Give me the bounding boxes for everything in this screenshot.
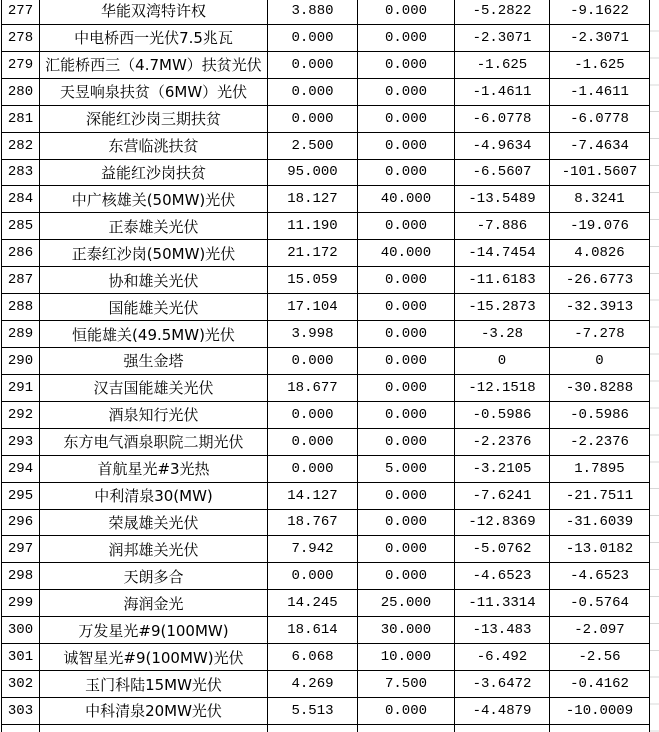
- unit-name-cell[interactable]: 天昱响泉扶贫（6MW）光伏: [40, 78, 268, 105]
- unit-name-cell[interactable]: 恒能雄关(49.5MW)光伏: [40, 321, 268, 348]
- row-number-cell[interactable]: 285: [2, 213, 40, 240]
- unit-name-cell[interactable]: 荣晟雄关光伏: [40, 509, 268, 536]
- value-cell-4[interactable]: -7.4634: [550, 132, 650, 159]
- table-row: [2, 428, 650, 455]
- value-cell-3[interactable]: -3.2105: [455, 455, 550, 482]
- value-cell-3[interactable]: -5.0762: [455, 536, 550, 563]
- table-row: [2, 671, 650, 698]
- value-cell-1[interactable]: 0.000: [268, 24, 358, 51]
- value-cell-1[interactable]: 0.000: [268, 401, 358, 428]
- unit-name-cell[interactable]: 正泰红沙岗(50MW)光伏: [40, 240, 268, 267]
- unit-name-cell[interactable]: 中科清泉20MW光伏: [40, 697, 268, 724]
- row-number-cell[interactable]: 286: [2, 240, 40, 267]
- unit-name-cell[interactable]: 汇能桥西三（4.7MW）扶贫光伏: [40, 51, 268, 78]
- table-row: [2, 132, 650, 159]
- value-cell-4[interactable]: -9.1622: [550, 0, 650, 24]
- value-cell-1[interactable]: 0.000: [268, 78, 358, 105]
- unit-name-cell[interactable]: 中利清泉30(MW): [40, 482, 268, 509]
- value-cell-2[interactable]: 0.000: [358, 428, 455, 455]
- value-cell-4[interactable]: -10.0009: [550, 697, 650, 724]
- value-cell-2[interactable]: 25.000: [358, 590, 455, 617]
- unit-name-cell[interactable]: 正泰雄关光伏: [40, 213, 268, 240]
- unit-name-cell[interactable]: [40, 724, 268, 732]
- row-number-cell[interactable]: 299: [2, 590, 40, 617]
- table-row: [2, 213, 650, 240]
- row-number-cell[interactable]: 288: [2, 294, 40, 321]
- value-cell-2[interactable]: 0.000: [358, 401, 455, 428]
- unit-name-cell[interactable]: 中电桥西一光伏7.5兆瓦: [40, 24, 268, 51]
- row-number-cell[interactable]: 301: [2, 644, 40, 671]
- value-cell-3[interactable]: -13.483: [455, 617, 550, 644]
- value-cell-2[interactable]: 40.000: [358, 186, 455, 213]
- value-cell-2[interactable]: 0.000: [358, 697, 455, 724]
- value-cell-1[interactable]: 18.677: [268, 374, 358, 401]
- value-cell-4[interactable]: -19.076: [550, 213, 650, 240]
- value-cell-3[interactable]: -14.7454: [455, 240, 550, 267]
- table-row: [2, 374, 650, 401]
- row-number-cell[interactable]: 294: [2, 455, 40, 482]
- unit-name-cell[interactable]: 润邦雄关光伏: [40, 536, 268, 563]
- value-cell-1[interactable]: 18.767: [268, 509, 358, 536]
- value-cell-2[interactable]: 0.000: [358, 321, 455, 348]
- data-table: [1, 0, 650, 732]
- table-row: [2, 78, 650, 105]
- value-cell-3[interactable]: -4.9634: [455, 132, 550, 159]
- value-cell-4[interactable]: -31.6039: [550, 509, 650, 536]
- row-number-cell[interactable]: 290: [2, 347, 40, 374]
- value-cell-3[interactable]: 0: [455, 347, 550, 374]
- value-cell-3[interactable]: -5.2822: [455, 0, 550, 24]
- value-cell-1[interactable]: 3.998: [268, 321, 358, 348]
- value-cell-3[interactable]: -13.5489: [455, 186, 550, 213]
- unit-name-cell[interactable]: 东营临洮扶贫: [40, 132, 268, 159]
- unit-name-cell[interactable]: 协和雄关光伏: [40, 267, 268, 294]
- value-cell-2[interactable]: 0.000: [358, 482, 455, 509]
- table-row: [2, 644, 650, 671]
- value-cell-2[interactable]: 0.000: [358, 159, 455, 186]
- table-row: [2, 0, 650, 24]
- unit-name-cell[interactable]: 汉吉国能雄关光伏: [40, 374, 268, 401]
- value-cell-4[interactable]: -0.5764: [550, 590, 650, 617]
- value-cell-3[interactable]: [455, 724, 550, 732]
- value-cell-1[interactable]: 2.500: [268, 132, 358, 159]
- table-row: [2, 321, 650, 348]
- table-row: [2, 294, 650, 321]
- row-number-cell[interactable]: 280: [2, 78, 40, 105]
- value-cell-3[interactable]: -0.5986: [455, 401, 550, 428]
- unit-name-cell[interactable]: 强生金塔: [40, 347, 268, 374]
- value-cell-1[interactable]: 7.942: [268, 536, 358, 563]
- unit-name-cell[interactable]: 天朗多合: [40, 563, 268, 590]
- row-number-cell[interactable]: 296: [2, 509, 40, 536]
- value-cell-1[interactable]: 11.190: [268, 213, 358, 240]
- value-cell-3[interactable]: -12.1518: [455, 374, 550, 401]
- value-cell-1[interactable]: 18.127: [268, 186, 358, 213]
- row-number-cell[interactable]: 284: [2, 186, 40, 213]
- unit-name-cell[interactable]: 益能红沙岗扶贫: [40, 159, 268, 186]
- value-cell-1[interactable]: 3.880: [268, 0, 358, 24]
- row-number-cell[interactable]: 283: [2, 159, 40, 186]
- value-cell-3[interactable]: -4.4879: [455, 697, 550, 724]
- value-cell-2[interactable]: 0.000: [358, 132, 455, 159]
- value-cell-4[interactable]: 0: [550, 347, 650, 374]
- value-cell-4[interactable]: -21.7511: [550, 482, 650, 509]
- unit-name-cell[interactable]: 华能双湾特许权: [40, 0, 268, 24]
- row-number-cell[interactable]: 282: [2, 132, 40, 159]
- table-row: [2, 724, 650, 732]
- value-cell-4[interactable]: 1.7895: [550, 455, 650, 482]
- table-row: [2, 536, 650, 563]
- table-body: [2, 0, 650, 732]
- value-cell-4[interactable]: -13.0182: [550, 536, 650, 563]
- value-cell-4[interactable]: -4.6523: [550, 563, 650, 590]
- value-cell-4[interactable]: -2.2376: [550, 428, 650, 455]
- value-cell-1[interactable]: 6.068: [268, 644, 358, 671]
- unit-name-cell[interactable]: 万发星光#9(100MW): [40, 617, 268, 644]
- value-cell-2[interactable]: 7.500: [358, 671, 455, 698]
- value-cell-4[interactable]: -101.5607: [550, 159, 650, 186]
- value-cell-3[interactable]: -6.0778: [455, 105, 550, 132]
- unit-name-cell[interactable]: 诚智星光#9(100MW)光伏: [40, 644, 268, 671]
- table-row: [2, 697, 650, 724]
- value-cell-1[interactable]: 5.513: [268, 697, 358, 724]
- value-cell-2[interactable]: 0.000: [358, 213, 455, 240]
- value-cell-1[interactable]: 4.269: [268, 671, 358, 698]
- value-cell-2[interactable]: 10.000: [358, 644, 455, 671]
- value-cell-1[interactable]: 14.127: [268, 482, 358, 509]
- table-row: [2, 617, 650, 644]
- row-number-cell[interactable]: 297: [2, 536, 40, 563]
- value-cell-2[interactable]: 0.000: [358, 51, 455, 78]
- table-row: [2, 267, 650, 294]
- unit-name-cell[interactable]: 东方电气酒泉职院二期光伏: [40, 428, 268, 455]
- value-cell-4[interactable]: -0.5986: [550, 401, 650, 428]
- value-cell-3[interactable]: -2.3071: [455, 24, 550, 51]
- value-cell-4[interactable]: -30.8288: [550, 374, 650, 401]
- value-cell-1[interactable]: 18.614: [268, 617, 358, 644]
- table-row: [2, 509, 650, 536]
- row-number-cell[interactable]: [2, 724, 40, 732]
- row-number-cell[interactable]: 293: [2, 428, 40, 455]
- table-row: [2, 105, 650, 132]
- value-cell-4[interactable]: -2.3071: [550, 24, 650, 51]
- value-cell-3[interactable]: -1.4611: [455, 78, 550, 105]
- value-cell-1[interactable]: 21.172: [268, 240, 358, 267]
- value-cell-2[interactable]: 40.000: [358, 240, 455, 267]
- value-cell-1[interactable]: [268, 724, 358, 732]
- value-cell-3[interactable]: -6.492: [455, 644, 550, 671]
- value-cell-1[interactable]: 0.000: [268, 563, 358, 590]
- table-row: [2, 482, 650, 509]
- value-cell-3[interactable]: -3.6472: [455, 671, 550, 698]
- value-cell-1[interactable]: 95.000: [268, 159, 358, 186]
- value-cell-4[interactable]: [550, 724, 650, 732]
- value-cell-3[interactable]: -6.5607: [455, 159, 550, 186]
- value-cell-2[interactable]: 0.000: [358, 78, 455, 105]
- table-row: [2, 563, 650, 590]
- value-cell-4[interactable]: -1.625: [550, 51, 650, 78]
- value-cell-2[interactable]: 0.000: [358, 105, 455, 132]
- row-number-cell[interactable]: 302: [2, 671, 40, 698]
- value-cell-1[interactable]: 14.245: [268, 590, 358, 617]
- unit-name-cell[interactable]: 玉门科陆15MW光伏: [40, 671, 268, 698]
- table-row: [2, 590, 650, 617]
- table-row: [2, 51, 650, 78]
- value-cell-3[interactable]: -7.886: [455, 213, 550, 240]
- value-cell-4[interactable]: -6.0778: [550, 105, 650, 132]
- unit-name-cell[interactable]: 酒泉知行光伏: [40, 401, 268, 428]
- table-row: [2, 240, 650, 267]
- value-cell-3[interactable]: -4.6523: [455, 563, 550, 590]
- row-number-cell[interactable]: 277: [2, 0, 40, 24]
- value-cell-4[interactable]: -2.56: [550, 644, 650, 671]
- row-number-cell[interactable]: 291: [2, 374, 40, 401]
- row-number-cell[interactable]: 289: [2, 321, 40, 348]
- value-cell-2[interactable]: 0.000: [358, 509, 455, 536]
- value-cell-3[interactable]: -11.3314: [455, 590, 550, 617]
- table-row: [2, 159, 650, 186]
- row-number-cell[interactable]: 278: [2, 24, 40, 51]
- value-cell-3[interactable]: -2.2376: [455, 428, 550, 455]
- unit-name-cell[interactable]: 海润金光: [40, 590, 268, 617]
- spreadsheet-gridlines-right: [650, 0, 659, 732]
- value-cell-1[interactable]: 0.000: [268, 455, 358, 482]
- row-number-cell[interactable]: 281: [2, 105, 40, 132]
- table-row: [2, 186, 650, 213]
- value-cell-1[interactable]: 0.000: [268, 347, 358, 374]
- value-cell-4[interactable]: -0.4162: [550, 671, 650, 698]
- value-cell-1[interactable]: 0.000: [268, 51, 358, 78]
- row-number-cell[interactable]: 287: [2, 267, 40, 294]
- row-number-cell[interactable]: 298: [2, 563, 40, 590]
- value-cell-3[interactable]: -15.2873: [455, 294, 550, 321]
- value-cell-3[interactable]: -3.28: [455, 321, 550, 348]
- value-cell-2[interactable]: 0.000: [358, 267, 455, 294]
- value-cell-1[interactable]: 17.104: [268, 294, 358, 321]
- row-number-cell[interactable]: 295: [2, 482, 40, 509]
- value-cell-2[interactable]: 5.000: [358, 455, 455, 482]
- unit-name-cell[interactable]: 国能雄关光伏: [40, 294, 268, 321]
- value-cell-1[interactable]: 0.000: [268, 428, 358, 455]
- value-cell-4[interactable]: -1.4611: [550, 78, 650, 105]
- value-cell-4[interactable]: -26.6773: [550, 267, 650, 294]
- value-cell-2[interactable]: 0.000: [358, 347, 455, 374]
- value-cell-3[interactable]: -11.6183: [455, 267, 550, 294]
- table-row: [2, 455, 650, 482]
- row-number-cell[interactable]: 292: [2, 401, 40, 428]
- value-cell-2[interactable]: 0.000: [358, 563, 455, 590]
- value-cell-4[interactable]: 4.0826: [550, 240, 650, 267]
- value-cell-1[interactable]: 15.059: [268, 267, 358, 294]
- value-cell-2[interactable]: 0.000: [358, 294, 455, 321]
- value-cell-4[interactable]: -32.3913: [550, 294, 650, 321]
- row-number-cell[interactable]: 303: [2, 697, 40, 724]
- value-cell-2[interactable]: [358, 724, 455, 732]
- table-row: [2, 401, 650, 428]
- unit-name-cell[interactable]: 深能红沙岗三期扶贫: [40, 105, 268, 132]
- table-row: [2, 24, 650, 51]
- value-cell-2[interactable]: 0.000: [358, 536, 455, 563]
- table-row: [2, 347, 650, 374]
- value-cell-3[interactable]: -1.625: [455, 51, 550, 78]
- row-number-cell[interactable]: 300: [2, 617, 40, 644]
- unit-name-cell[interactable]: 首航星光#3光热: [40, 455, 268, 482]
- value-cell-2[interactable]: 30.000: [358, 617, 455, 644]
- unit-name-cell[interactable]: 中广核雄关(50MW)光伏: [40, 186, 268, 213]
- value-cell-3[interactable]: -7.6241: [455, 482, 550, 509]
- value-cell-2[interactable]: 0.000: [358, 374, 455, 401]
- value-cell-2[interactable]: 0.000: [358, 24, 455, 51]
- value-cell-3[interactable]: -12.8369: [455, 509, 550, 536]
- row-number-cell[interactable]: 279: [2, 51, 40, 78]
- value-cell-4[interactable]: -7.278: [550, 321, 650, 348]
- value-cell-2[interactable]: 0.000: [358, 0, 455, 24]
- value-cell-1[interactable]: 0.000: [268, 105, 358, 132]
- value-cell-4[interactable]: 8.3241: [550, 186, 650, 213]
- value-cell-4[interactable]: -2.097: [550, 617, 650, 644]
